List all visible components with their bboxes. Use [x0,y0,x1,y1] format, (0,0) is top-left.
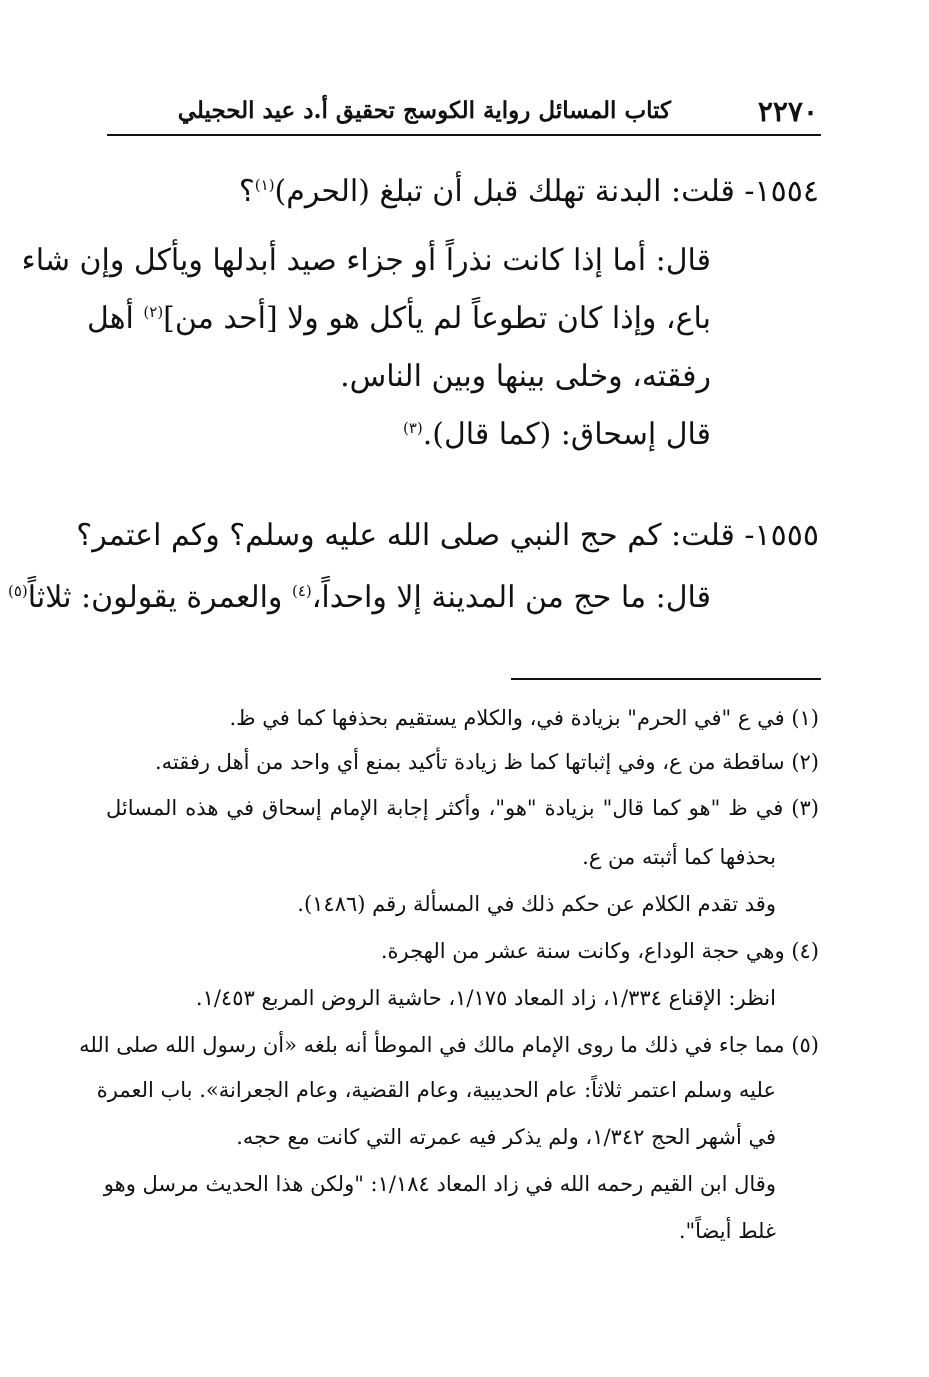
question-1554 [239,172,819,212]
footnote-5-line-2: عليه وسلم اعتمر ثلاثاً: عام الحديبية، وعام القضية، وعام الجعرانة». باب العمرة [96,1078,776,1102]
question-1554-mark: ؟ [238,174,255,209]
footnote-3-line-1: (٣) في ظ "هو كما قال" بزيادة "هو"، وأكثر إجابة الإمام إسحاق في هذه المسائل [106,796,819,820]
running-header-title: كتاب المسائل رواية الكوسج تحقيق أ.د عيد الحجيلي [177,97,671,124]
footnote-ref-1: (١) [254,176,275,194]
ishaq-1554-text: قال إسحاق: (كما قال). [422,417,711,452]
answer-1555-a: قال: ما حج من المدينة إلا واحداً، [311,580,711,615]
footnote-ref-3: (٣) [402,419,423,437]
answer-1555 [8,578,711,618]
answer-1554-line-2-a: باع، وإذا كان تطوعاً لم يأكل هو ولا [أحد من] [163,301,711,336]
header-rule [107,134,821,136]
footnote-4-line-2: انظر: الإقناع ١/٣٣٤، زاد المعاد ١/١٧٥، حاشية الروض المربع ١/٤٥٣. [195,986,776,1010]
footnote-5-line-3: في أشهر الحج ١/٣٤٢، ولم يذكر فيه عمرته التي كانت مع حجه. [236,1125,776,1149]
footnote-5-line-5: غلط أيضاً". [678,1219,776,1243]
answer-1554-line-2 [86,299,711,339]
ishaq-1554 [403,415,711,455]
footnote-ref-5: (٥) [7,582,28,600]
footnote-2: (٢) ساقطة من ع، وفي إثباتها كما ظ زيادة تأكيد بمنع أي واحد من أهل رفقته. [154,750,819,774]
answer-1554-line-3: رفقته، وخلى بينها وبين الناس. [340,359,711,394]
footnote-1: (١) في ع "في الحرم" بزيادة في، والكلام يستقيم بحذفها كما في ظ. [229,706,819,730]
page-number: ٢٢٧٠ [757,95,818,128]
footnote-ref-2: (٢) [143,303,164,321]
answer-1554-line-1: قال: أما إذا كانت نذراً أو جزاء صيد أبدلها ويأكل وإن شاء [21,243,711,278]
answer-1555-b: والعمرة يقولون: ثلاثاً [27,580,292,615]
footnote-3-line-2: بحذفها كما أثبته من ع. [582,845,776,869]
footnote-ref-4: (٤) [291,582,312,600]
question-1555: ١٥٥٥- قلت: كم حج النبي صلى الله عليه وسلم؟ وكم اعتمر؟ [76,518,819,553]
footnote-3-line-3: وقد تقدم الكلام عن حكم ذلك في المسألة رقم (١٤٨٦). [297,892,776,916]
footnote-5-line-1: (٥) مما جاء في ذلك ما روى الإمام مالك في الموطأ أنه بلغه «أن رسول الله صلى الله [79,1033,819,1057]
footnote-4-line-1: (٤) وهي حجة الوداع، وكانت سنة عشر من الهجرة. [380,939,819,963]
question-1554-text: ١٥٥٤- قلت: البدنة تهلك قبل أن تبلغ (الحرم) [274,174,819,209]
answer-1554-line-2-b: أهل [86,301,144,336]
footnote-5-line-4: وقال ابن القيم رحمه الله في زاد المعاد ١/١٨٤: "ولكن هذا الحديث مرسل وهو [103,1172,776,1196]
footnote-rule [511,678,821,680]
